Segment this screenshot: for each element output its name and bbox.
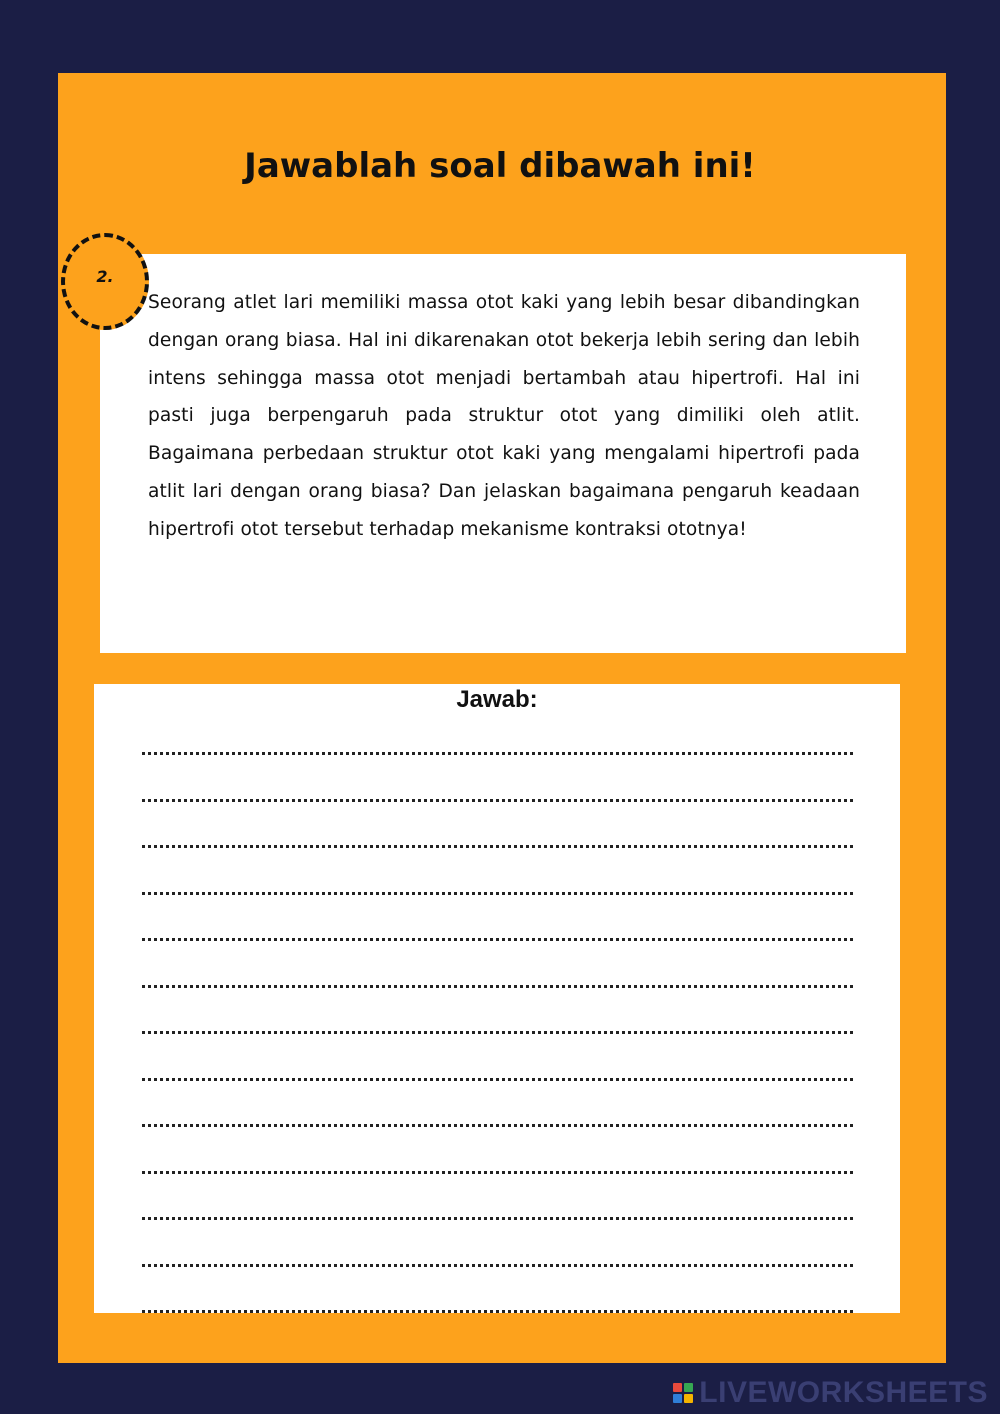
question-number-badge [61,233,149,330]
answer-line[interactable] [142,752,853,755]
answer-line[interactable] [142,938,853,941]
worksheet-title: Jawablah soal dibawah ini! [244,146,756,186]
question-number: 2. [96,267,114,286]
answer-line[interactable] [142,1078,853,1081]
answer-line[interactable] [142,799,853,802]
logo-tile [684,1383,693,1392]
answer-line[interactable] [142,1031,853,1034]
answer-label: Jawab: [456,686,538,713]
logo-tile [684,1394,693,1403]
answer-line[interactable] [142,1310,853,1313]
liveworksheets-logo-icon [673,1383,693,1403]
brand-name: LIVEWORKSHEETS [699,1376,988,1409]
answer-line[interactable] [142,845,853,848]
answer-line[interactable] [142,1264,853,1267]
answer-line[interactable] [142,985,853,988]
liveworksheets-brand[interactable] [673,1376,988,1410]
logo-tile [673,1394,682,1403]
answer-line[interactable] [142,892,853,895]
logo-tile [673,1383,682,1392]
answer-line[interactable] [142,1217,853,1220]
question-text: Seorang atlet lari memiliki massa otot kaki yang lebih besar dibandingkan dengan orang biasa. Hal ini dikarenakan otot bekerja lebih sering dan lebih intens sehingga massa otot menjadi bertambah atau hipertrofi. Hal ini pasti juga berpengaruh pada struktur otot yang dimiliki oleh atlit. Bagaimana perbedaan struktur otot kaki yang mengalami hipertrofi pada atlit lari dengan orang biasa? Dan jelaskan bagaimana pengaruh keadaan hipertrofi otot tersebut terhadap mekanisme kontraksi ototnya! [148,292,860,540]
answer-line[interactable] [142,1171,853,1174]
answer-line[interactable] [142,1124,853,1127]
